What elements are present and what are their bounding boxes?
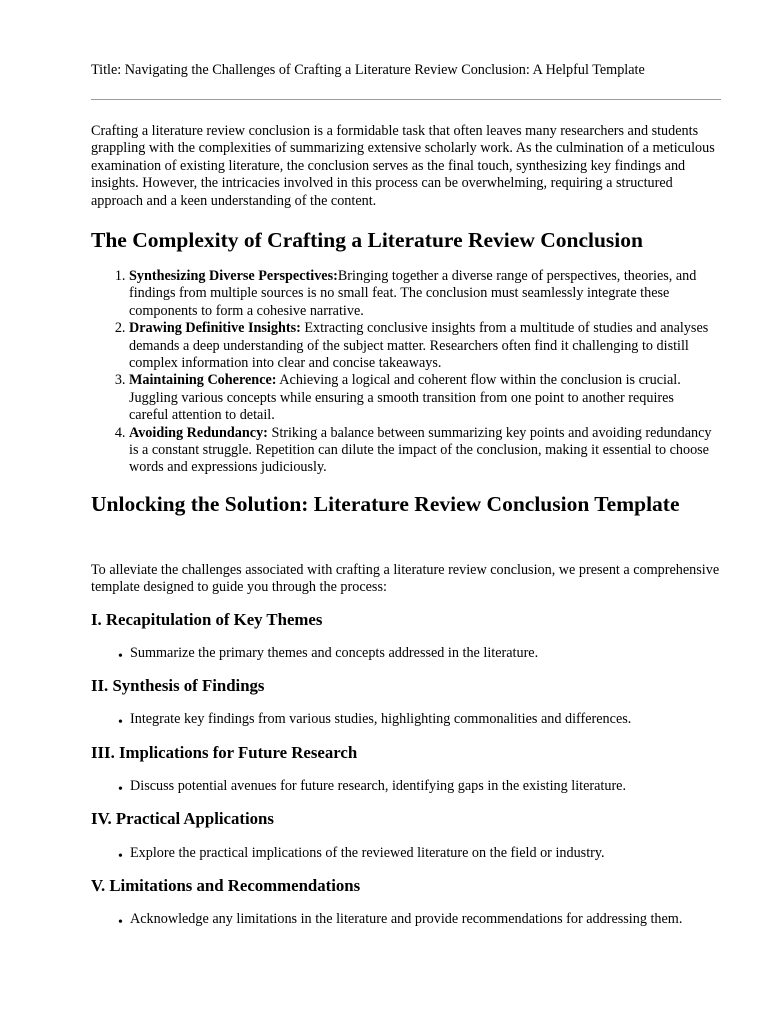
- bullet-text: Explore the practical implications of the reviewed literature on the field or industry.: [130, 845, 605, 861]
- challenge-text: Striking a balance between summarizing key points and avoiding redundancy is a constant struggle. Repetition can dilute the impact of the conclusion, making it essential to choose words and expressions judiciously.: [129, 424, 712, 476]
- challenge-label: Synthesizing Diverse Perspectives:: [129, 268, 338, 284]
- list-item: [91, 711, 705, 728]
- challenge-label: Avoiding Redundancy:: [129, 424, 268, 441]
- bullet-icon: •: [118, 715, 123, 730]
- section-bullet-list: [91, 778, 721, 795]
- bullet-icon: •: [118, 915, 123, 930]
- solution-intro-paragraph: To alleviate the challenges associated with crafting a literature review conclusion, we present a comprehensive template designed to guide you through the process:: [91, 562, 720, 596]
- list-item: [91, 645, 705, 662]
- title-divider: [91, 99, 721, 100]
- challenge-item: [129, 320, 714, 372]
- section-bullet-list: [91, 845, 721, 862]
- list-item: [91, 845, 705, 862]
- challenge-item: [129, 425, 714, 477]
- bullet-text: Integrate key findings from various studies, highlighting commonalities and differences.: [130, 711, 632, 727]
- section-heading-recapitulation: I. Recapitulation of Key Themes: [91, 610, 323, 629]
- list-item: [91, 911, 705, 928]
- challenge-text: Achieving a logical and coherent flow within the conclusion is crucial. Juggling various concepts while ensuring a smooth transition from one point to another requires careful attention to detail.: [129, 372, 681, 424]
- complexity-heading: The Complexity of Crafting a Literature Review Conclusion: [91, 228, 643, 252]
- section-bullet-list: [91, 911, 721, 928]
- challenge-label: Maintaining Coherence:: [129, 372, 277, 389]
- section-heading-synthesis: II. Synthesis of Findings: [91, 676, 265, 695]
- section-heading-limitations: V. Limitations and Recommendations: [91, 876, 361, 895]
- challenge-item: [129, 268, 714, 320]
- challenge-item: [129, 372, 714, 424]
- bullet-text: Summarize the primary themes and concepts addressed in the literature.: [130, 645, 539, 661]
- bullet-icon: •: [118, 782, 123, 797]
- bullet-icon: •: [118, 849, 123, 864]
- solution-heading: Unlocking the Solution: Literature Review Conclusion Template: [91, 492, 680, 516]
- challenge-label: Drawing Definitive Insights:: [129, 320, 301, 337]
- intro-paragraph: Crafting a literature review conclusion is a formidable task that often leaves many researchers and students grappling with the complexities of summarizing extensive scholarly work. As the culmination of a meticulous examination of existing literature, the conclusion serves as the final touch, synthesizing key findings and insights. However, the intricacies involved in this process can be overwhelming, requiring a structured approach and a keen understanding of the content.: [91, 123, 715, 209]
- section-heading-implications: III. Implications for Future Research: [91, 743, 358, 762]
- challenges-list: [91, 268, 759, 477]
- challenge-text: Extracting conclusive insights from a multitude of studies and analyses demands a deep understanding of the subject matter. Researchers often find it challenging to distill complex information into clear and concise takeaways.: [129, 320, 709, 372]
- document-title: Title: Navigating the Challenges of Crafting a Literature Review Conclusion: A Helpful Template: [91, 62, 645, 78]
- challenge-text: Bringing together a diverse range of perspectives, theories, and findings from multiple sources is no small feat. The conclusion must seamlessly integrate these components to form a cohesive narrative.: [129, 268, 697, 319]
- section-heading-practical: IV. Practical Applications: [91, 809, 274, 828]
- bullet-text: Acknowledge any limitations in the literature and provide recommendations for addressing them.: [130, 911, 683, 927]
- bullet-icon: •: [118, 649, 123, 664]
- list-item: [91, 778, 705, 795]
- section-bullet-list: [91, 711, 721, 728]
- bullet-text: Discuss potential avenues for future research, identifying gaps in the existing literature.: [130, 778, 627, 794]
- section-bullet-list: [91, 645, 721, 662]
